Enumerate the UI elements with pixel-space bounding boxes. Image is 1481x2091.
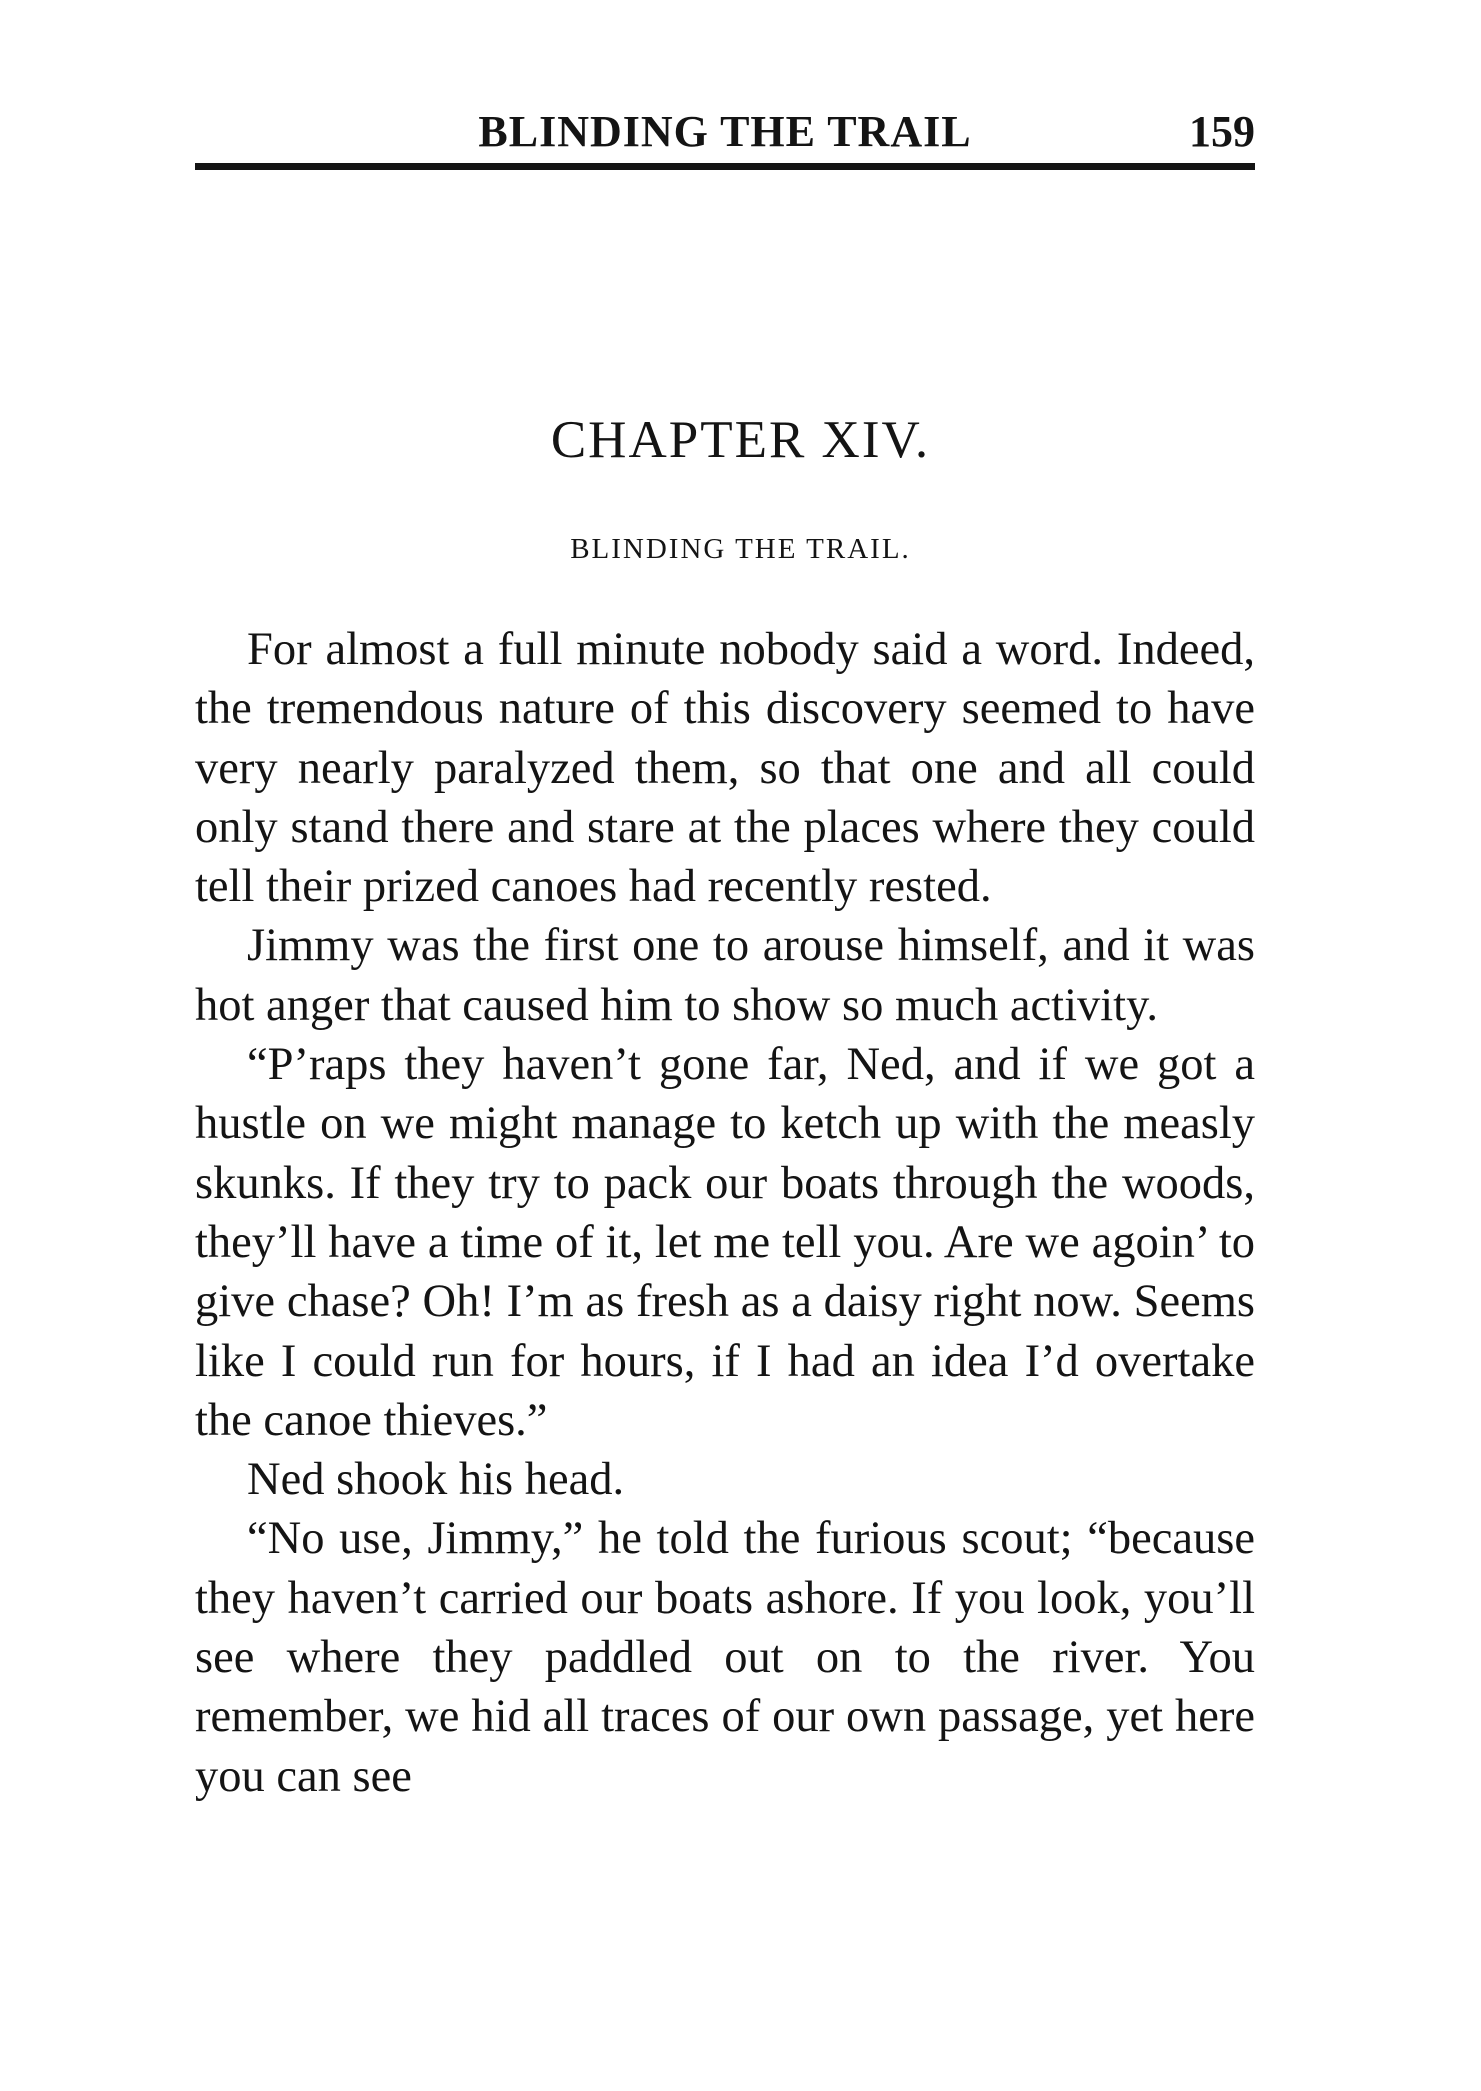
body-text bbox=[195, 620, 1255, 1806]
chapter-number: CHAPTER XIV. bbox=[550, 411, 931, 469]
header-rule bbox=[195, 163, 1255, 170]
paragraph: For almost a full minute nobody said a word. Indeed, the tremendous nature of this discovery seemed to have very nearly paralyzed them, so that one and all could only stand there and stare at the places where they could tell their prized canoes had recently rested. bbox=[195, 624, 1255, 913]
paragraph: Ned shook his head. bbox=[247, 1454, 625, 1506]
chapter-title: BLINDING THE TRAIL. bbox=[570, 533, 911, 565]
page-number: 159 bbox=[1189, 107, 1255, 156]
paragraph: “No use, Jimmy,” he told the furious scout; “because they haven’t carried our boats ashore. If you look, you’ll see where they paddled out on to the river. You remember, we hid all traces of our own passage, yet here you can see bbox=[195, 1513, 1255, 1802]
paragraph: “P’raps they haven’t gone far, Ned, and if we got a hustle on we might manage to ketch up with the measly skunks. If they try to pack our boats through the woods, they’ll have a time of it, let me tell you. Are we agoin’ to give chase? Oh! I’m as fresh as a daisy right now. Seems like I could run for hours, if I had an idea I’d overtake the canoe thieves.” bbox=[195, 1039, 1255, 1446]
paragraph: Jimmy was the first one to arouse himself, and it was hot anger that caused him to show so much activity. bbox=[195, 920, 1255, 1031]
running-header bbox=[195, 100, 1255, 160]
running-title: BLINDING THE TRAIL bbox=[478, 107, 972, 156]
